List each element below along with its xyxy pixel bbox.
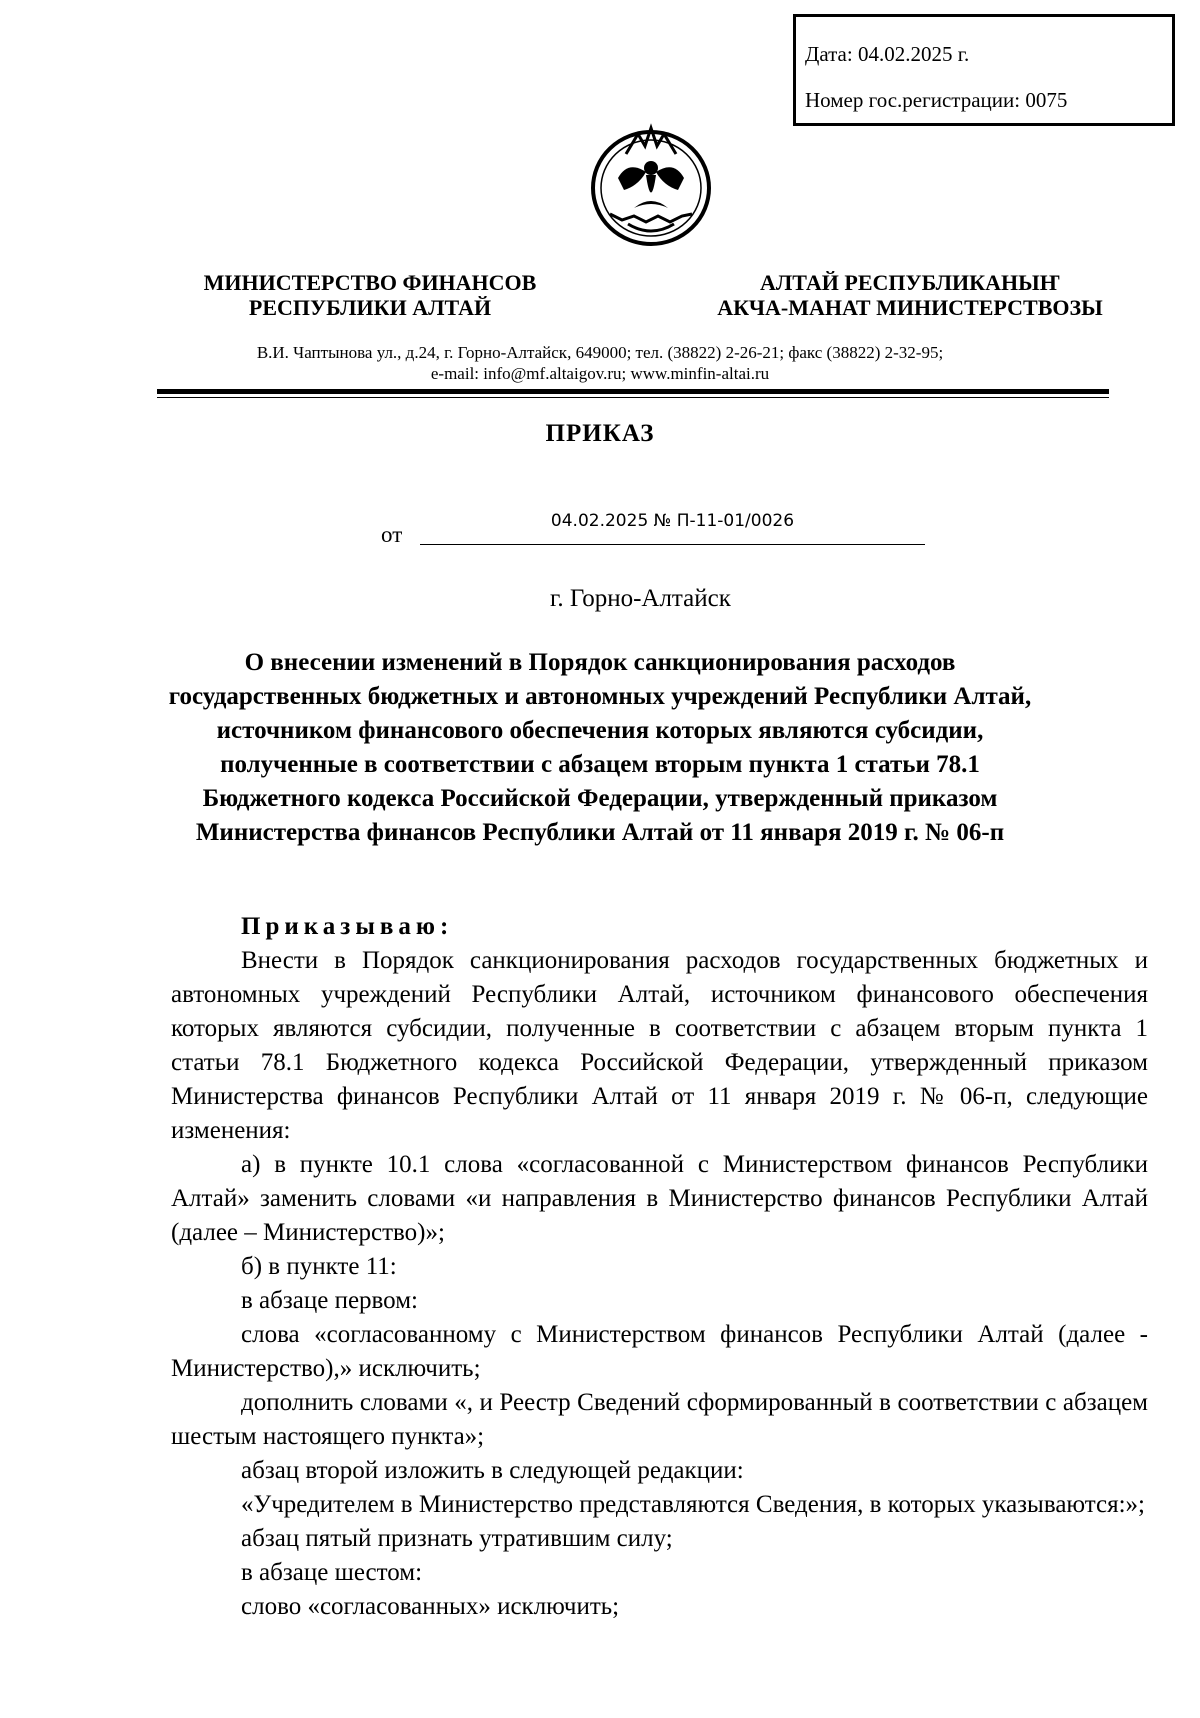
order-lead-word: Приказываю: <box>241 913 454 940</box>
body-paragraph-7: абзац второй изложить в следующей редакции: <box>241 1457 744 1484</box>
ministry-name-ru-line1: МИНИСТЕРСТВО ФИНАНСОВ <box>203 270 537 295</box>
ministry-name-ru-line2: РЕСПУБЛИКИ АЛТАЙ <box>248 295 492 320</box>
order-number: 04.02.2025 № П-11-01/0026 <box>550 511 795 531</box>
body-paragraph-1: Внести в Порядок санкционирования расходов государственных бюджетных и автономных учреждений Республики Алтай, источником финансового обеспечения которых являются субсидии, полученные в соответствии с абзацем вторым пункта 1 статьи 78.1 Бюджетного кодекса Российской Федерации, утвержденный приказом Министерства финансов Республики Алтай от 11 января 2019 г. № 06-п, следующие изменения: <box>171 947 1148 1144</box>
body-paragraph-10: в абзаце шестом: <box>241 1559 423 1586</box>
registration-number-value: 0075 <box>1025 88 1068 112</box>
body-paragraph-9: абзац пятый признать утратившим силу; <box>241 1525 673 1552</box>
registration-stamp <box>793 14 1175 126</box>
body-paragraph-11: слово «согласованных» исключить; <box>241 1593 620 1620</box>
registration-number-label: Номер гос.регистрации: <box>805 88 1021 112</box>
ministry-name-altai <box>690 270 1130 320</box>
document-body <box>171 910 1148 1624</box>
ministry-name-altai-line2: АКЧА-МАНАТ МИНИСТЕРСТВОЗЫ <box>717 295 1103 320</box>
header-divider-thin <box>157 397 1109 398</box>
body-paragraph-2: а) в пункте 10.1 слова «согласованной с Министерством финансов Республики Алтай» заменить словами «и направления в Министерство финансов Республики Алтай (далее – Министерство)»; <box>171 1151 1148 1246</box>
altai-emblem-icon <box>588 120 714 248</box>
document-type-title: ПРИКАЗ <box>545 420 655 447</box>
header-divider-thick <box>157 389 1109 394</box>
address-line: В.И. Чаптынова ул., д.24, г. Горно-Алтайск, 649000; тел. (38822) 2-26-21; факс (38822) 2-32-95; <box>256 343 944 362</box>
registration-date-value: 04.02.2025 г. <box>857 42 970 66</box>
email-web-line: e-mail: info@mf.altaigov.ru; www.minfin-altai.ru <box>430 364 770 383</box>
registration-date-label: Дата: <box>805 42 853 66</box>
date-prefix: от <box>381 522 403 547</box>
body-paragraph-5: слова «согласованному с Министерством финансов Республики Алтай (далее - Министерство),» исключить; <box>171 1321 1148 1382</box>
order-number-underline <box>420 544 925 545</box>
body-paragraph-3: б) в пункте 11: <box>241 1253 397 1280</box>
document-subject: О внесении изменений в Порядок санкционирования расходов государственных бюджетных и автономных учреждений Республики Алтай, источником финансового обеспечения которых являются субсидии, полученные в соответствии с абзацем вторым пункта 1 статьи 78.1 Бюджетного кодекса Российской Федерации, утвержденный приказом Министерства финансов Республики Алтай от 11 января 2019 г. № 06-п <box>168 649 1032 846</box>
ministry-name-ru <box>188 270 552 320</box>
registration-number-row <box>805 90 1067 111</box>
body-paragraph-8: «Учредителем в Министерство представляются Сведения, в которых указываются:»; <box>241 1491 1145 1518</box>
body-paragraph-6: дополнить словами «, и Реестр Сведений сформированный в соответствии с абзацем шестым настоящего пункта»; <box>171 1389 1148 1450</box>
body-paragraph-4: в абзаце первом: <box>241 1287 418 1314</box>
city-line: г. Горно-Алтайск <box>550 585 731 612</box>
ministry-name-altai-line1: АЛТАЙ РЕСПУБЛИКАНЫҤ <box>760 270 1060 295</box>
registration-date-row <box>805 44 969 65</box>
contacts-block <box>100 342 1100 384</box>
